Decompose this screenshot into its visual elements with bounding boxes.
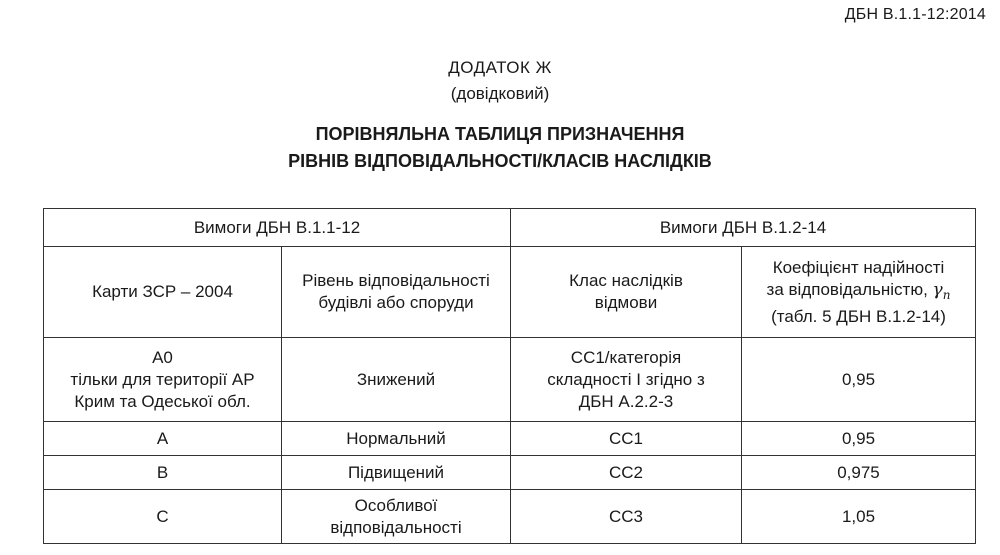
table-row-a0: [44, 338, 976, 422]
appendix-subtitle: (довідковий): [450, 84, 550, 103]
cell-coefficient: 0,95: [742, 422, 976, 456]
cell-line: СС1/категорія: [570, 347, 682, 367]
comparison-table: [43, 208, 976, 544]
cell-coefficient: 0,975: [742, 456, 976, 490]
header-line: [746, 279, 971, 306]
table-title-line-1: ПОРІВНЯЛЬНА ТАБЛИЦЯ ПРИЗНАЧЕННЯ: [315, 124, 685, 144]
column-header-consequence-class: [511, 247, 742, 338]
cell-line: тільки для території АР: [70, 369, 255, 389]
table-title: [0, 121, 1000, 175]
header-line: Коефіцієнт надійності: [772, 257, 945, 277]
document-code: ДБН В.1.1-12:2014: [844, 6, 986, 23]
cell-class: СС2: [511, 456, 742, 490]
group-header-dbn-v1-1-12: Вимоги ДБН В.1.1-12: [44, 209, 511, 247]
column-header-responsibility-level: [282, 247, 511, 338]
cell-class: СС3: [511, 490, 742, 544]
header-line: відмови: [594, 293, 658, 312]
cell-map: А: [44, 422, 282, 456]
header-line: Рівень відповідальності: [302, 271, 490, 290]
table-row-b: [44, 456, 976, 490]
cell-map: С: [44, 490, 282, 544]
gamma-symbol: γ: [932, 279, 943, 300]
cell-map: В: [44, 456, 282, 490]
table-row-c: [44, 490, 976, 544]
cell-class: [511, 338, 742, 422]
cell-map: [44, 338, 282, 422]
cell-coefficient: 0,95: [742, 338, 976, 422]
gamma-subscript: n: [942, 287, 951, 302]
column-header-reliability-coefficient: [742, 247, 976, 338]
cell-level: Знижений: [282, 338, 511, 422]
cell-level: Підвищений: [282, 456, 511, 490]
cell-line: відповідальності: [330, 517, 462, 537]
column-header-map: Карти ЗСР – 2004: [44, 247, 282, 338]
header-line: Клас наслідків: [569, 271, 683, 290]
cell-level: Нормальний: [282, 422, 511, 456]
cell-class: СС1: [511, 422, 742, 456]
cell-coefficient: 1,05: [742, 490, 976, 544]
table-row-a: [44, 422, 976, 456]
cell-line: А0: [152, 347, 173, 367]
group-header-dbn-v1-2-14: Вимоги ДБН В.1.2-14: [511, 209, 976, 247]
cell-line: Особливої: [354, 495, 438, 515]
header-text: за відповідальністю,: [766, 279, 928, 299]
table-title-line-2: РІВНІВ ВІДПОВІДАЛЬНОСТІ/КЛАСІВ НАСЛІДКІВ: [288, 151, 712, 171]
column-header-row: [44, 247, 976, 338]
group-header-row: [44, 209, 976, 247]
cell-level: [282, 490, 511, 544]
cell-line: Крим та Одеської обл.: [74, 391, 251, 411]
appendix-title: ДОДАТОК Ж: [448, 58, 552, 77]
cell-line: ДБН А.2.2-3: [578, 391, 674, 411]
cell-line: складності І згідно з: [547, 369, 705, 389]
header-line: будівлі або споруди: [318, 293, 474, 312]
header-line: (табл. 5 ДБН В.1.2-14): [771, 306, 946, 326]
